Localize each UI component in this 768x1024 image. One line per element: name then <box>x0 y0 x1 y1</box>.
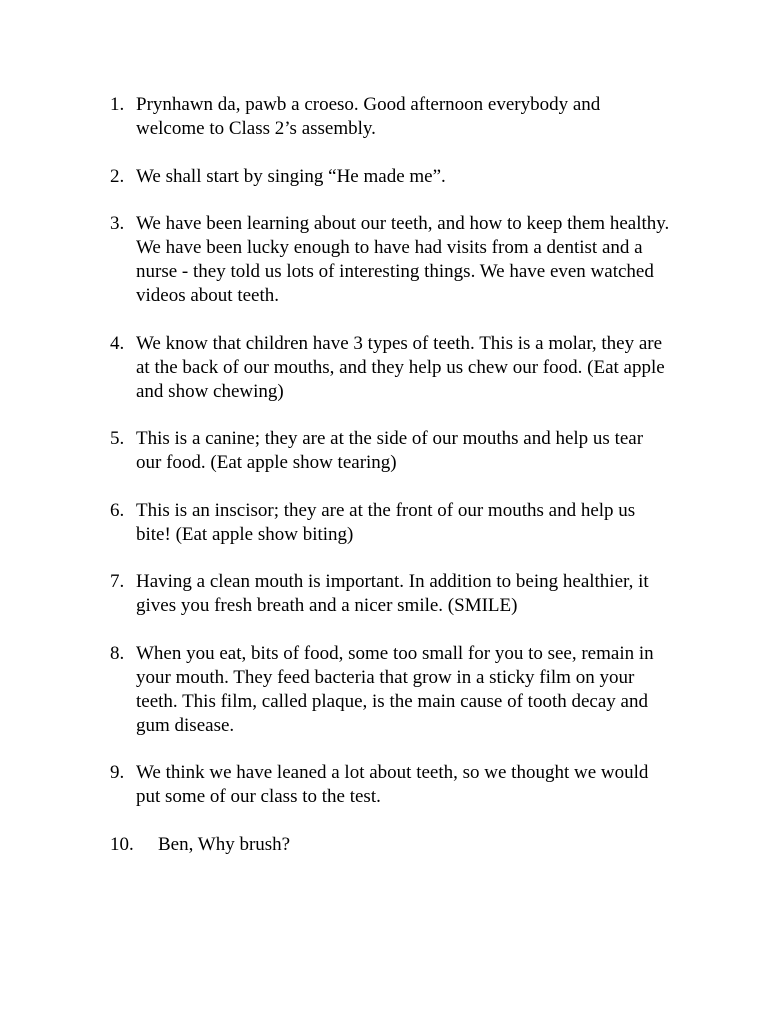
list-item <box>110 570 670 618</box>
list-item-number: 9. <box>110 762 125 783</box>
list-item-text: Ben, Why brush? <box>158 833 291 855</box>
list-item-number: 1. <box>110 94 125 115</box>
list-item-text: When you eat, bits of food, some too small for you to see, remain in your mouth. They feed bacteria that grow in a sticky film on your teeth. This film, called plaque, is the main cause of tooth decay and gum disease. <box>136 642 654 736</box>
list-item <box>110 499 670 547</box>
list-item-text: Having a clean mouth is important. In addition to being healthier, it gives you fresh breath and a nicer smile. (SMILE) <box>136 571 649 616</box>
list-item-text: This is a canine; they are at the side of our mouths and help us tear our food. (Eat apple show tearing) <box>136 428 644 473</box>
list-item-text: Prynhawn da, pawb a croeso. Good afternoon everybody and welcome to Class 2’s assembly. <box>136 94 601 139</box>
list-item <box>110 427 670 475</box>
list-item-number: 8. <box>110 642 125 664</box>
list-item-text: We have been learning about our teeth, and how to keep them healthy. We have been lucky enough to have had visits from a dentist and a nurse - they told us lots of interesting things. We have even watched videos about teeth. <box>136 213 670 306</box>
list-item-number: 6. <box>110 499 125 521</box>
list-item <box>110 212 670 308</box>
list-item <box>110 93 670 141</box>
list-item-number: 3. <box>110 213 125 234</box>
list-item <box>110 165 670 189</box>
list-item-number: 2. <box>110 165 125 187</box>
list-item <box>110 332 670 404</box>
list-item-number: 5. <box>110 428 125 449</box>
list-item-text: We think we have leaned a lot about teeth, so we thought we would put some of our class to the test. <box>136 762 649 807</box>
list-item <box>110 761 670 809</box>
list-item-number: 10. <box>110 833 134 855</box>
list-item <box>110 642 670 738</box>
list-item <box>110 833 670 857</box>
list-item-number: 4. <box>110 332 125 354</box>
list-item-text: We shall start by singing “He made me”. <box>136 165 446 187</box>
numbered-list <box>110 93 670 880</box>
list-item-text: This is an inscisor; they are at the front of our mouths and help us bite! (Eat apple show biting) <box>136 499 636 545</box>
list-item-text: We know that children have 3 types of teeth. This is a molar, they are at the back of our mouths, and they help us chew our food. (Eat apple and show chewing) <box>136 332 665 402</box>
list-item-number: 7. <box>110 571 125 592</box>
